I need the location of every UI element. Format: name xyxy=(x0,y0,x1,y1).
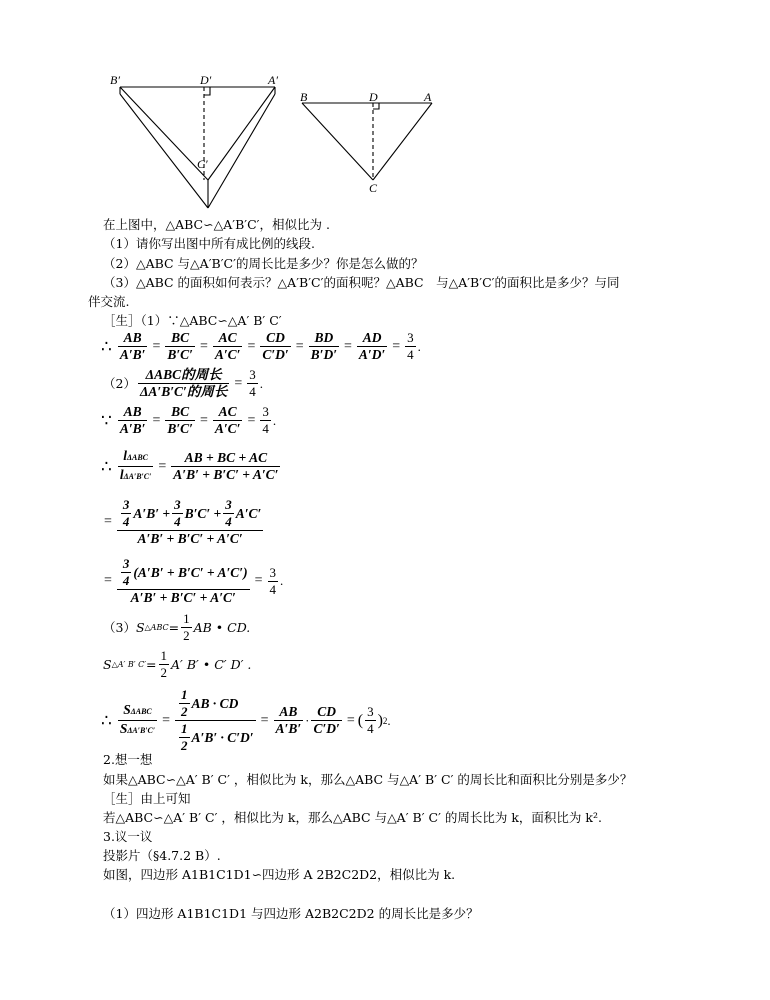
equation-ratio-chain: ∴ $\frac{AB}{A'B'}$ = $\frac{BC}{B'C'}$ = $\frac{AC}{A'C'}$ = $\frac{CD}{C'D'}$ = $\frac{BD}{B'D'}$ = $\frac{AD}{A'D'}$ = $\frac{3}{4}$ . xyxy=(101,330,421,362)
s-symbol: S xyxy=(119,721,128,736)
denominator: 4 xyxy=(249,384,256,399)
question-3-line1: （3）△ABC 的面积如何表示？△A′B′C′的面积呢？△ABC 与△A′B′C′的面积比是多少？与同 xyxy=(103,275,620,290)
area-expression: AB • CD. xyxy=(193,619,251,635)
result-fraction xyxy=(260,404,271,437)
half-fraction xyxy=(179,687,190,720)
similar-triangles-figure xyxy=(0,0,770,210)
fraction xyxy=(118,448,154,485)
numerator: AD xyxy=(357,330,387,347)
label-d: D xyxy=(369,90,378,104)
section-3-title: 3.议一议 xyxy=(103,829,153,844)
subscript: ΔABC xyxy=(126,453,148,462)
denominator: C′D′ xyxy=(313,721,340,736)
numerator: AB + BC + AC xyxy=(171,450,280,467)
label-a: A xyxy=(424,90,432,104)
result-fraction xyxy=(365,704,376,737)
denominator xyxy=(118,467,154,485)
numerator: BD xyxy=(309,330,339,347)
fraction xyxy=(118,702,157,739)
term: (A′B′ + B′C′ + A′C′) xyxy=(133,564,248,580)
fraction xyxy=(309,330,339,363)
s-symbol: S xyxy=(135,619,145,635)
numerator xyxy=(118,448,154,467)
equation-perimeter-sum: ∴ $\frac{\text{lΔABC}}{\text{lΔA′B′C′}}$ = $\frac{AB + BC + AC}{A'B' + B'C' + A'C'}$ xyxy=(101,448,282,485)
s-symbol: S xyxy=(103,656,112,672)
denominator: 4 xyxy=(367,721,374,736)
numerator: 1 xyxy=(183,611,190,626)
l-symbol: l xyxy=(119,467,124,482)
denominator: 4 xyxy=(122,514,130,529)
denominator: 4 xyxy=(269,581,276,597)
label-c: C xyxy=(369,181,378,195)
paren-open: ( xyxy=(357,711,364,729)
because-symbol: ∵ xyxy=(101,410,112,431)
numerator: CD xyxy=(260,330,290,347)
denominator: A′B′ xyxy=(119,347,146,362)
fraction xyxy=(165,330,195,363)
therefore-symbol: ∴ xyxy=(101,710,112,731)
numerator: 3 xyxy=(367,704,374,719)
label-d-prime: D′ xyxy=(200,73,212,87)
denominator: A′B′ + B′C′ + A′C′ xyxy=(173,467,279,482)
numerator: 3 xyxy=(407,330,414,345)
numerator: 1 xyxy=(160,648,168,663)
equation-side-ratios: ∵ $\frac{AB}{A'B'}$ = $\frac{BC}{B'C'}$ = $\frac{AC}{A'C'}$ = $\frac{3}{4}$ . xyxy=(101,404,277,436)
section-3-slide: 投影片（§4.7.2 B）. xyxy=(103,848,221,863)
therefore-symbol: ∴ xyxy=(101,336,112,357)
half-fraction xyxy=(179,721,190,754)
fraction xyxy=(138,367,229,400)
fraction xyxy=(117,556,250,606)
numerator: 3 xyxy=(174,497,181,512)
fraction xyxy=(213,330,243,363)
section-2-question: 如果△ABC∽△A′ B′ C′ ，相似比为 k，那么△ABC 与△A′ B′ C′ 的周长比和面积比分别是多少？ xyxy=(103,772,633,787)
fraction xyxy=(165,404,195,437)
fraction xyxy=(260,330,290,363)
denominator: 2 xyxy=(181,704,188,719)
numerator: 3 xyxy=(262,404,269,419)
label-b-prime: B′ xyxy=(110,73,120,87)
small-triangle-figure xyxy=(302,103,432,180)
term: A′C′ xyxy=(235,505,262,521)
answer-head: ［生］（1）∵△ABC∽△A′ B′ C′ xyxy=(103,313,282,328)
numerator: 1 xyxy=(181,687,188,702)
half-fraction xyxy=(181,611,192,644)
subscript: △ABC xyxy=(144,623,169,632)
equation-area-prime xyxy=(103,648,251,681)
label-3: （3） xyxy=(103,619,136,635)
therefore-symbol: ∴ xyxy=(101,456,112,477)
section-2-answer: 若△ABC∽△A′ B′ C′ ，相似比为 k，那么△ABC 与△A′ B′ C′ 的周长比为 k，面积比为 k². xyxy=(103,810,602,825)
numerator: AC xyxy=(213,404,243,421)
numerator xyxy=(117,497,263,531)
numerator xyxy=(117,556,250,590)
subscript: ΔABC xyxy=(130,707,152,716)
coef-fraction xyxy=(172,497,183,530)
equation-perimeter-ratio: （2） $\frac{\text{ΔABC的周长}}{\text{ΔA′B′C′的周长}}$ = $\frac{3}{4}$ . xyxy=(103,367,263,399)
denominator: C′D′ xyxy=(262,347,289,362)
question-1: （1）请你写出图中所有成比例的线段. xyxy=(103,236,315,251)
subscript: ΔA′B′C′ xyxy=(127,726,156,735)
numerator: BC xyxy=(165,330,195,347)
denominator: B′C′ xyxy=(167,347,193,362)
coef-fraction xyxy=(223,497,234,530)
label-2: （2） xyxy=(103,375,136,391)
section-3-text: 如图，四边形 A1B1C1D1∽四边形 A 2B2C2D2，相似比为 k. xyxy=(103,867,456,882)
label-a-prime: A′ xyxy=(268,73,278,87)
term: AB · CD xyxy=(191,695,239,711)
l-symbol: l xyxy=(123,448,127,463)
denominator: B′C′ xyxy=(167,421,193,436)
term: A′B′ + xyxy=(133,505,171,521)
question-3-line2: 伴交流. xyxy=(88,294,130,309)
section-2-answer-head: ［生］由上可知 xyxy=(103,791,191,806)
denominator: A′B′ xyxy=(275,721,302,736)
equation-substitution: = $\frac{3}{4}$ A′B′ + $\frac{3}{4}$ B′C′ + $\frac{3}{4}$ A′C′ A′B′ + B′C′ + A′C′ xyxy=(104,497,262,546)
equals: = xyxy=(146,656,157,672)
label-c-prime: C′ xyxy=(197,157,208,171)
denominator xyxy=(175,721,256,754)
numerator: AB xyxy=(118,404,148,421)
label-b: B xyxy=(300,90,308,104)
section-2-title: 2.想一想 xyxy=(103,752,153,767)
equals: = xyxy=(168,619,180,635)
section-3-question-1: （1）四边形 A1B1C1D1 与四边形 A2B2C2D2 的周长比是多少？ xyxy=(103,906,479,921)
large-triangle-figure xyxy=(120,87,275,208)
result-fraction xyxy=(247,367,258,400)
numerator: AB xyxy=(118,330,148,347)
fraction xyxy=(213,404,243,437)
fraction xyxy=(357,330,387,363)
denominator: 4 xyxy=(225,514,232,529)
denominator: 2 xyxy=(181,738,188,753)
numerator: 1 xyxy=(181,721,188,736)
denominator: 2 xyxy=(183,628,190,643)
result-fraction xyxy=(268,565,279,598)
denominator: 4 xyxy=(122,573,130,588)
subscript: △A′ B′ C′ xyxy=(111,660,147,669)
denominator: A′C′ xyxy=(214,347,241,362)
numerator: 3 xyxy=(249,367,256,382)
exponent: 2 xyxy=(382,715,388,726)
denominator: 4 xyxy=(262,421,269,436)
numerator: 3 xyxy=(122,556,130,571)
numerator: AB xyxy=(274,704,304,721)
fraction xyxy=(175,687,256,754)
denominator: A′C′ xyxy=(214,421,241,436)
denominator: ΔA′B′C′的周长 xyxy=(139,384,228,399)
dot: · xyxy=(305,712,310,728)
equation-factored: = $\frac{3}{4}$ (A′B′ + B′C′ + A′C′) A′B′ + B′C′ + A′C′ = $\frac{3}{4}$ . xyxy=(104,556,284,605)
coef-fraction xyxy=(121,556,132,589)
area-expression: A′ B′ • C′ D′ . xyxy=(171,656,252,672)
numerator: AC xyxy=(213,330,243,347)
numerator: ΔABC的周长 xyxy=(138,367,229,384)
half-fraction xyxy=(159,648,170,681)
term: A′B′ · C′D′ xyxy=(191,729,254,745)
fraction xyxy=(118,330,148,363)
coef-fraction xyxy=(121,497,132,530)
numerator: BC xyxy=(165,404,195,421)
numerator: 3 xyxy=(225,497,232,512)
equation-area-ratio: ∴ $\frac{\text{SΔABC}}{\text{SΔA′B′C′}}$ = $\frac{1}{2}$ AB · CD $\frac{1}{2}$ A′B′ · C′D′ = $\frac{AB}{A'B'}$ · $\frac{CD}{C'D'}$ = ( $\frac{3}{4}$ ) 2 . xyxy=(101,687,391,753)
fraction xyxy=(311,704,341,737)
fraction xyxy=(117,497,263,547)
denominator: A′B′ + B′C′ + A′C′ xyxy=(130,590,236,605)
fraction xyxy=(171,450,280,483)
s-symbol: S xyxy=(123,702,131,717)
fraction xyxy=(274,704,304,737)
denominator: 4 xyxy=(407,347,414,362)
denominator xyxy=(118,721,157,739)
numerator: 3 xyxy=(269,564,276,580)
denominator: A′D′ xyxy=(358,347,386,362)
denominator: A′B′ + B′C′ + A′C′ xyxy=(137,531,243,546)
question-2: （2）△ABC 与△A′B′C′的周长比是多少？你是怎么做的？ xyxy=(103,256,424,271)
denominator: 2 xyxy=(160,665,168,680)
equation-area-abc xyxy=(103,611,250,644)
paren-close: ) xyxy=(377,711,383,729)
denominator: B′D′ xyxy=(310,347,337,362)
term: B′C′ + xyxy=(184,505,222,521)
numerator: CD xyxy=(311,704,341,721)
numerator xyxy=(118,702,157,721)
intro-line: 在上图中，△ABC∽△A′B′C′，相似比为 . xyxy=(103,217,330,232)
result-fraction xyxy=(405,330,416,363)
denominator: 4 xyxy=(174,514,181,529)
denominator: A′B′ xyxy=(119,421,146,436)
fraction xyxy=(118,404,148,437)
numerator: 3 xyxy=(122,497,130,512)
subscript: ΔA′B′C′ xyxy=(123,472,152,481)
numerator xyxy=(175,687,256,721)
